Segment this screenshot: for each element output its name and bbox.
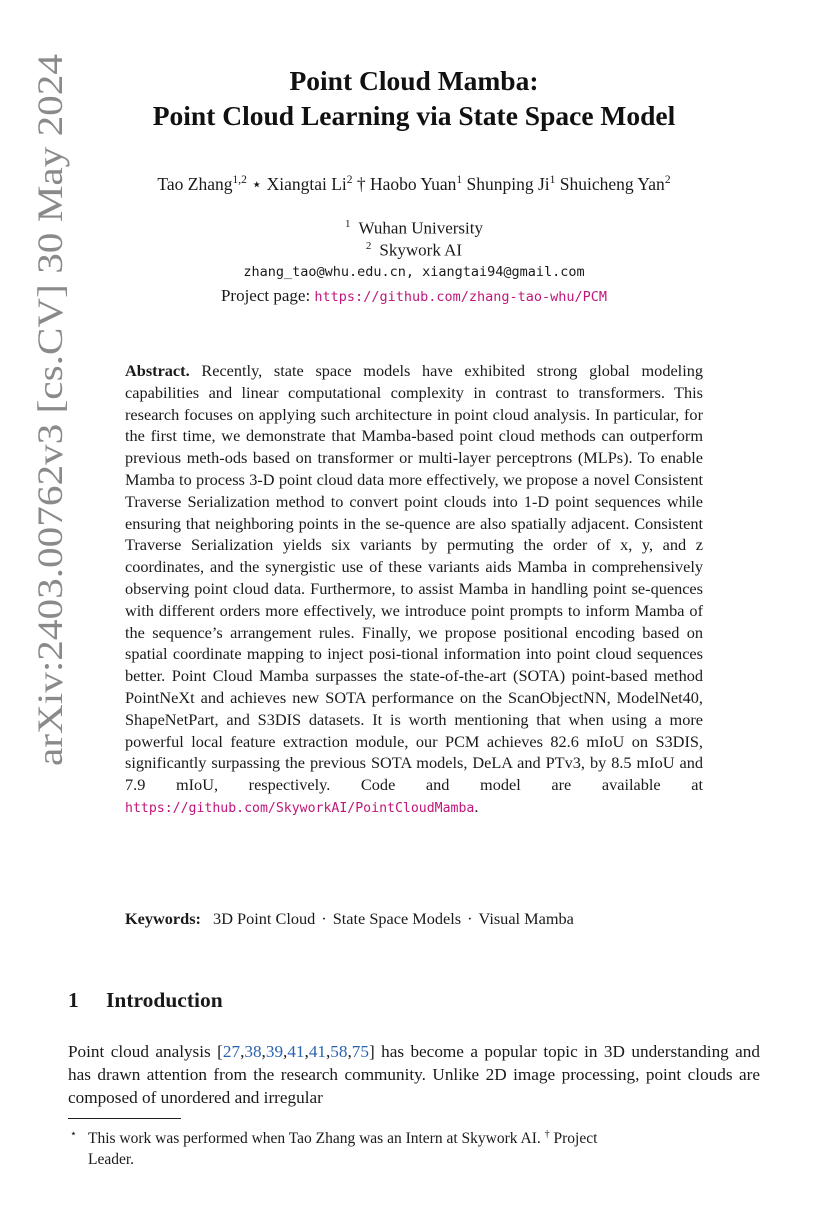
abstract-text: tional information into point cloud sequences better. Point Cloud Mamba	[125, 644, 703, 686]
citation-link[interactable]: 41	[287, 1042, 305, 1061]
abstract-label: Abstract.	[125, 361, 190, 380]
section-number: 1	[68, 988, 79, 1012]
intro-text: understanding and has drawn attention from the research community. Unlike	[68, 1042, 760, 1084]
abstract-text: quence are also spatially adjacent. Consistent Traverse Serialization yields	[125, 513, 703, 555]
abstract-text: synergistic use of these variants aids Mamba in comprehensively observing	[125, 557, 703, 598]
keyword: State Space Models	[332, 909, 462, 928]
abstract-text: DeLA and PTv3, by 8.5 mIoU and 7.9 mIoU, respectively. Code and model	[125, 753, 703, 795]
citation-link[interactable]: 38	[244, 1042, 262, 1061]
affiliation-sup: 2	[365, 240, 372, 252]
abstract-text: 82.6 mIoU on S3DIS, significantly surpassing the previous SOTA models,	[125, 731, 703, 773]
author-affil-sup: 1,2	[232, 174, 247, 187]
abstract-text: Mamba to process 3-D point cloud data more effectively, we propose a	[125, 469, 590, 489]
keywords	[125, 909, 725, 929]
author-name: Tao Zhang	[157, 174, 233, 194]
abstract-text: that Mamba-based point cloud methods can outperform previous meth-	[125, 426, 703, 468]
author-affil-sup: 2	[346, 174, 353, 187]
abstract-text: are available at	[551, 775, 703, 795]
code-link[interactable]: https://github.com/SkyworkAI/PointCloudMamba	[125, 800, 475, 816]
affiliation-1	[0, 218, 828, 239]
author-list	[0, 174, 828, 195]
abstract-text: ShapeNetPart, and S3DIS datasets. It is worth mentioning that when	[125, 709, 604, 729]
abstract-text: quences with different orders more effectively, we introduce point prompts	[125, 578, 703, 620]
affiliation-2	[0, 240, 828, 261]
title-line-1: Point Cloud Mamba:	[289, 65, 539, 96]
affiliation-name: Wuhan University	[358, 218, 483, 238]
citation-link[interactable]: 27	[222, 1042, 241, 1061]
citation-link[interactable]: 58	[330, 1042, 348, 1061]
author-affil-sup: 2	[664, 174, 671, 187]
footnote-text: Leader.	[88, 1151, 135, 1169]
footnote	[68, 1124, 768, 1170]
abstract-text: using a more powerful local feature extraction module, our PCM achieves	[125, 709, 704, 751]
keyword-separator: ·	[321, 909, 327, 928]
footnote-dagger: †	[544, 1129, 550, 1140]
intro-paragraph: Point cloud analysis [27,38,39,41,41,58,75] has become a popular topic in 3D understanding and has drawn attention from the research community. Unlike 2D image processing, point clouds are composed of unordered and irregular	[68, 1042, 760, 1107]
affiliation-sup: 1	[345, 218, 351, 230]
project-link[interactable]: https://github.com/zhang-tao-whu/PCM	[314, 289, 608, 305]
abstract-text: ods based on transformer or multi-layer perceptrons (MLPs). To enable	[224, 448, 703, 468]
intro-text: ] has become a popular topic in 3D	[368, 1042, 625, 1061]
author-mark: †	[356, 174, 366, 194]
footnote-star: ⋆	[70, 1128, 77, 1140]
footnote-text: Project	[553, 1130, 598, 1148]
paper-title	[0, 63, 828, 133]
abstract-text: point cloud analysis. In particular, for the first time, we demonstrate	[125, 404, 703, 446]
abstract-text: .	[474, 796, 479, 816]
abstract-text: modeling capabilities and linear computational complexity in contrast	[125, 361, 704, 402]
citation-link[interactable]: 39	[265, 1042, 284, 1061]
abstract-text: to inform Mamba of the sequence’s arrangement rules. Finally, we propose	[125, 600, 703, 642]
abstract-text: six variants by permuting the order of x, y, and z coordinates, and the	[125, 535, 703, 577]
abstract-text: novel Consistent Traverse Serialization method to convert point clouds	[125, 469, 703, 511]
abstract-text: to transformers. This research focuses on applying such architecture in	[125, 382, 703, 424]
author-name: Shunping Ji	[466, 174, 550, 194]
arxiv-stamp-text: arXiv:2403.00762v3 [cs.CV] 30 May 2024	[30, 144, 70, 766]
abstract	[125, 360, 703, 820]
author-mark: ⋆	[251, 174, 263, 194]
abstract-text: Recently, state space models have exhibited strong global	[201, 361, 630, 380]
abstract-text: surpasses the state-of-the-art (SOTA) point-based method PointNeXt	[125, 666, 703, 707]
author-name: Haobo Yuan	[370, 174, 457, 194]
intro-text: 2D image processing, point clouds are composed of unordered and irregular	[68, 1065, 760, 1107]
keyword: Visual Mamba	[478, 909, 574, 928]
abstract-text: positional encoding based on spatial coordinate mapping to inject posi-	[125, 622, 703, 664]
affiliation-name: Skywork AI	[379, 240, 463, 260]
abstract-text: point cloud data. Furthermore, to assist Mamba in handling point se-	[194, 578, 651, 598]
keyword-separator: ·	[467, 909, 473, 928]
section-title: Introduction	[106, 988, 223, 1012]
author-emails[interactable]: zhang_tao@whu.edu.cn, xiangtai94@gmail.com	[243, 264, 585, 280]
author-name: Shuicheng Yan	[559, 174, 665, 194]
intro-text: Point cloud analysis [	[68, 1042, 223, 1061]
footnote-text: This work was performed when Tao Zhang was an Intern at Skywork AI.	[88, 1130, 541, 1148]
citation-link[interactable]: 75	[351, 1042, 369, 1061]
title-line-2: Point Cloud Learning via State Space Model	[152, 100, 676, 131]
project-page	[0, 286, 828, 306]
section-heading	[68, 988, 223, 1013]
arxiv-stamp	[12, 50, 84, 766]
abstract-text: and achieves new SOTA performance on the ScanObjectNN, ModelNet40,	[200, 687, 703, 707]
abstract-text: into 1-D point sequences while ensuring that neighboring points in the se-	[125, 491, 703, 533]
author-affil-sup: 1	[456, 174, 463, 187]
project-label: Project page:	[220, 286, 311, 305]
footnote-rule	[68, 1118, 181, 1119]
citation-link[interactable]: 41	[308, 1042, 326, 1061]
author-affil-sup: 1	[549, 174, 556, 187]
keyword: 3D Point Cloud	[213, 909, 316, 928]
keywords-label: Keywords:	[125, 909, 201, 928]
author-name: Xiangtai Li	[266, 174, 347, 194]
